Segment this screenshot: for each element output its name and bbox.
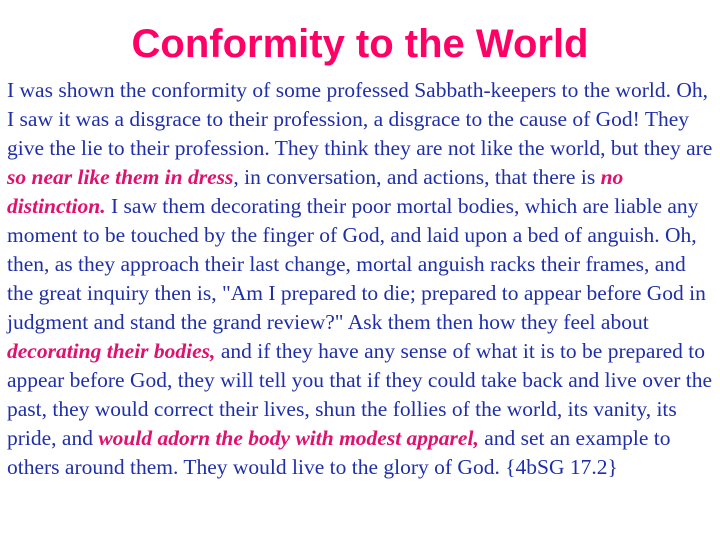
text-segment: and if they have any sense of what it is to be prepared to appear before God, they will tell you that if they could take back and live over the past, they would correct their lives, shun the follies of the world, its vanity, its pride, and — [7, 339, 713, 450]
emphasis-no-distinction: no distinction. — [7, 165, 624, 218]
emphasis-decorating-bodies: decorating their bodies, — [7, 339, 216, 363]
text-segment: , in conversation, and actions, that there is — [233, 165, 601, 189]
text-segment: I saw them decorating their poor mortal bodies, which are liable any moment to be touched by the finger of God, and laid upon a bed of anguish. Oh, then, as they approach their last change, mortal anguish racks their frames, and the great inquiry then is, "Am I prepared to die; prepared to appear before God in judgment and stand the grand review?" Ask them then how they feel about — [7, 194, 706, 334]
text-segment: I was shown the conformity of some professed Sabbath-keepers to the world. Oh, I saw it was a disgrace to their profession, a disgrace to the cause of God! They give the lie to their profession. They think they are not like the world, but they are — [7, 78, 713, 160]
slide-title: Conformity to the World — [131, 22, 589, 66]
emphasis-dress: so near like them in dress — [7, 165, 234, 189]
emphasis-modest-apparel: would adorn the body with modest apparel, — [98, 426, 479, 450]
text-segment-citation: and set an example to others around them. They would live to the glory of God. {4bSG 17.2} — [7, 426, 671, 479]
quote-paragraph — [7, 76, 715, 482]
